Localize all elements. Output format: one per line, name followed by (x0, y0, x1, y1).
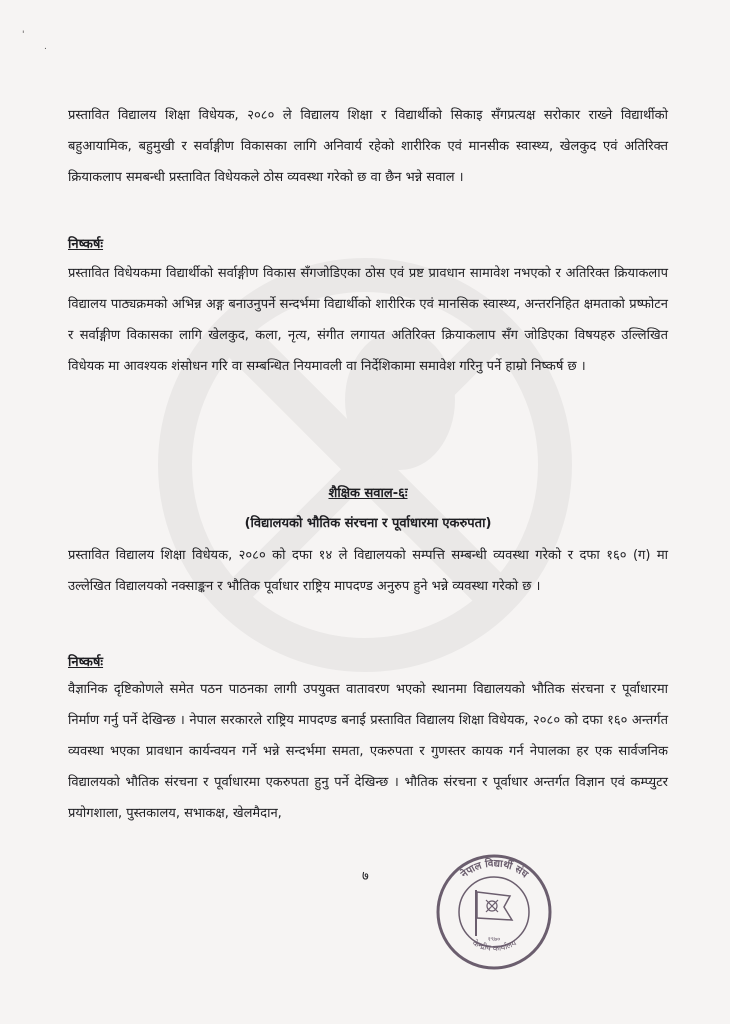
flag-icon (476, 890, 512, 936)
conclusion-heading: निष्कर्षः (68, 237, 104, 252)
organization-stamp (432, 850, 557, 970)
section-title-wrap (68, 483, 668, 501)
intro-paragraph: प्रस्तावित विद्यालय शिक्षा विधेयक, २०८० ले विद्यालय शिक्षा र विद्यार्थीको सिकाइ सँगप्रत्यक्ष सरोकार राख्ने विद्यार्थीको बहुआयामिक, बहुमुखी र सर्वाङ्गीण विकासका लागि अनिवार्य रहेको शारीरिक एवं मानसीक स्वास्थ्य, खेलकुद एवं अतिरिक्त क्रियाकलाप समबन्धी प्रस्तावित विधेयकले ठोस व्यवस्था गरेको छ वा छैन भन्ने सवाल । (68, 108, 668, 185)
scan-speck: . (44, 42, 47, 52)
section-title: शैक्षिक सवाल-६ः (328, 486, 408, 501)
conclusion-heading: निष्कर्षः (68, 655, 104, 670)
page-number: ७ (362, 869, 369, 884)
conclusion-paragraph: वैज्ञानिक दृष्टिकोणले समेत पठन पाठनका लागी उपयुक्त वातावरण भएको स्थानमा विद्यालयको भौतिक संरचना र पूर्वाधारमा निर्माण गर्नु पर्ने देखिन्छ । नेपाल सरकारले राष्ट्रिय मापदण्ड बनाई प्रस्तावित विद्यालय शिक्षा विधेयक, २०८० को दफा १६० अन्तर्गत व्यवस्था भएका प्रावधान कार्यन्वयन गर्ने भन्ने सन्दर्भमा समता, एकरुपता र गुणस्तर कायक गर्न नेपालका हर एक सार्वजनिक विद्यालयको भौतिक संरचना र पूर्वाधारमा एकरुपता हुनु पर्ने देखिन्छ । भौतिक संरचना र पूर्वाधार अन्तर्गत विज्ञान एवं कम्प्युटर प्रयोगशाला, पुस्तकालय, सभाकक्ष, खेलमैदान, (68, 682, 668, 821)
stamp-year: १९७० (487, 936, 501, 943)
conclusion-paragraph: प्रस्तावित विधेयकमा विद्यार्थीको सर्वाङ्गीण विकास सँगजोडिएका ठोस एवं प्रष्ट प्रावधान सामावेश नभएको र अतिरिक्त क्रियाकलाप विद्यालय पाठ्यक्रमको अभिन्न अङ्ग बनाउनुपर्ने सन्दर्भमा विद्यार्थीको शारीरिक एवं मानसिक स्वास्थ्य, अन्तरनिहित क्षमताको प्रष्फोटन र सर्वाङ्गीण विकासका लागि खेलकुद, कला, नृत्य, संगीत लगायत अतिरिक्त क्रियाकलाप सँग जोडिएका विषयहरु उल्लिखित विधेयक मा आवश्यक शंसोधन गरि वा सम्बन्धित नियमावली वा निर्देशिकामा समावेश गरिनु पर्ने हाम्रो निष्कर्ष छ । (68, 266, 668, 374)
section-subtitle: (विद्यालयको भौतिक संरचना र पूर्वाधारमा एकरुपता) (244, 516, 492, 531)
section-paragraph: प्रस्तावित विद्यालय शिक्षा विधेयक, २०८० को दफा १४ ले विद्यालयको सम्पत्ति सम्बन्धी व्यवस्था गरेको र दफा १६० (ग) मा उल्लेखित विद्यालयको नक्साङ्कन र भौतिक पूर्वाधार राष्ट्रिय मापदण्ड अनुरुप हुने भन्ने व्यवस्था गरेको छ । (68, 548, 668, 594)
stamp-top-text: नेपाल विद्यार्थी संघ (459, 858, 530, 881)
stamp-bottom-text: केन्द्रीय कार्यालय (471, 938, 518, 954)
scan-speck: ' (22, 30, 25, 40)
